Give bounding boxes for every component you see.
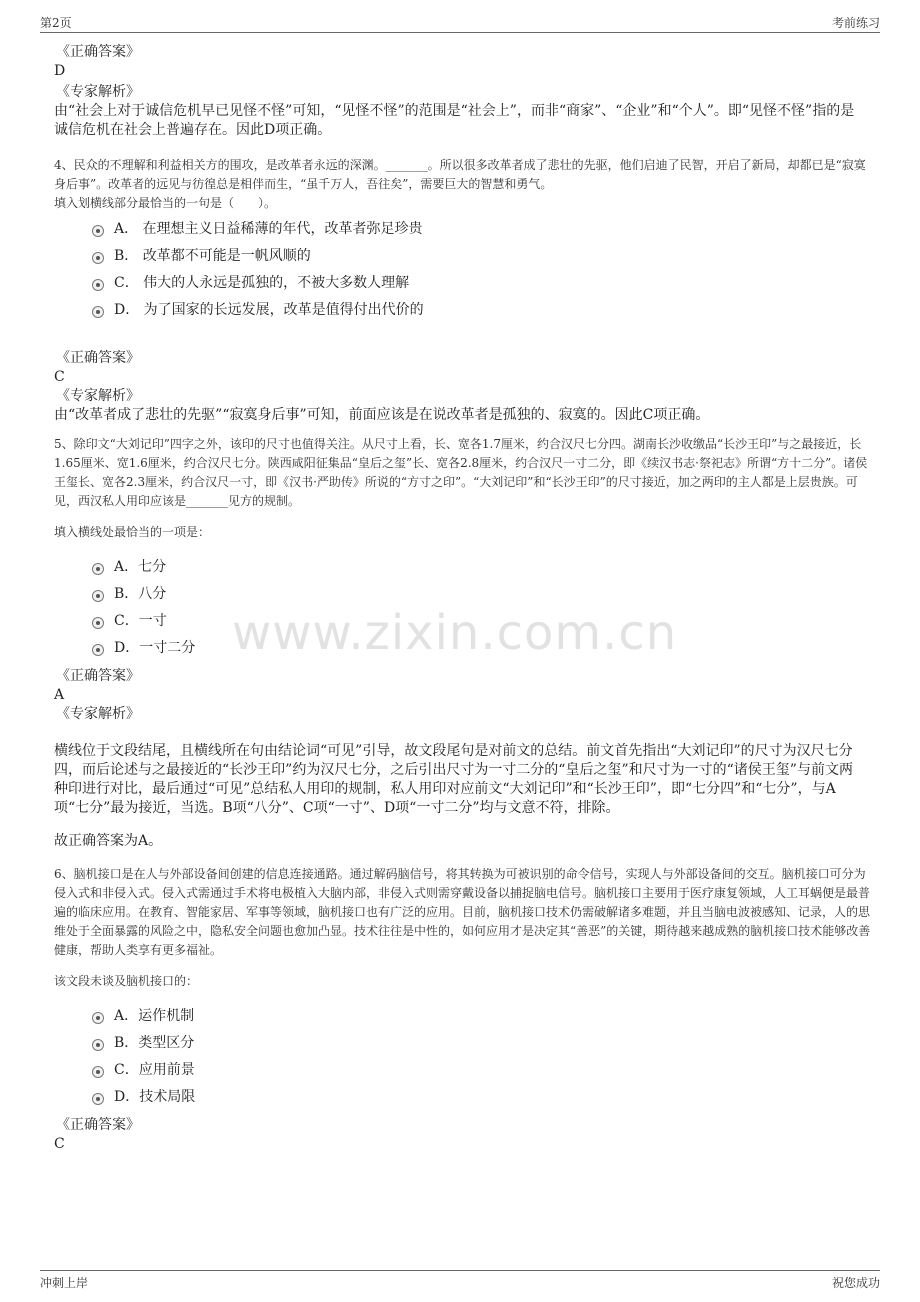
radio-icon[interactable] — [92, 563, 104, 575]
analysis-conclusion: 故正确答案为A。 — [54, 833, 163, 849]
question-5-prompt: 填入横线处最恰当的一项是： — [54, 525, 211, 539]
option-label: C．应用前景 — [114, 1062, 195, 1078]
option-label: C． 伟大的人永远是孤独的，不被大多数人理解 — [114, 275, 410, 291]
analysis-text: 由“社会上对于诚信危机早已见怪不怪”可知，“见怪不怪”的范围是“社会上”，而非“商家”、“企业”和“个人”。即“见怪不怪”指的是诚信危机在社会上普遍存在。因此D项正确。 — [54, 103, 855, 138]
question-4-prompt: 填入划横线部分最恰当的一句是（ ）。 — [54, 196, 277, 210]
option-c[interactable] — [92, 270, 872, 297]
radio-icon[interactable] — [92, 306, 104, 318]
answer-value: C — [54, 1136, 65, 1152]
option-label: B．类型区分 — [114, 1035, 195, 1051]
option-d[interactable] — [92, 297, 872, 324]
option-a[interactable] — [92, 216, 872, 243]
page-header — [40, 14, 880, 33]
question-6-prompt: 该文段未谈及脑机接口的： — [54, 974, 199, 988]
radio-icon[interactable] — [92, 279, 104, 291]
option-label: B． 改革都不可能是一帆风顺的 — [114, 248, 311, 264]
answer-value: A — [54, 687, 65, 703]
answer-label: 《正确答案》 — [56, 668, 140, 684]
answer-value: C — [54, 369, 65, 385]
option-d[interactable] — [92, 1084, 872, 1111]
radio-icon[interactable] — [92, 1039, 104, 1051]
answer-label: 《正确答案》 — [56, 350, 140, 366]
question-6-options — [92, 1003, 872, 1111]
option-label: A．运作机制 — [114, 1008, 195, 1024]
answer-label: 《正确答案》 — [56, 44, 140, 60]
header-title: 考前练习 — [831, 16, 880, 30]
question-6-text: 6、脑机接口是在人与外部设备间创建的信息连接通路。通过解码脑信号，将其转换为可被识别的命令信号，实现人与外部设备间的交互。脑机接口可分为侵入式和非侵入式。侵入式需通过手术将电极植入大脑内部，非侵入式则需穿戴设备以捕捉脑电信号。脑机接口主要用于医疗康复领域，人工耳蜗便是最普遍的临床应用。在教育、智能家居、军事等领域，脑机接口也有广泛的应用。目前，脑机接口技术仍需破解诸多难题，并且当脑电波被感知、记录，人的思维处于全面暴露的风险之中，隐私安全问题也愈加凸显。技术往往是中性的，如何应用才是决定其“善恶”的关键，期待越来越成熟的脑机接口技术能够改善健康，帮助人类享有更多福祉。 — [54, 867, 871, 957]
analysis-text: 横线位于文段结尾，且横线所在句由结论词“可见”引导，故文段尾句是对前文的总结。前文首先指出“大刘记印”的尺寸为汉尺七分四，而后论述与之最接近的“长沙王印”约为汉尺七分，之后引出尺寸为一寸二分的“皇后之玺”和尺寸为一寸的“诸侯王玺”与前文两种印进行对比，最后通过“可见”总结私人用印的规制，私人用印对应前文“大刘记印”和“长沙王印”，即“七分四”和“七分”，与A项“七分”最为接近，当选。B项“八分”、C项“一寸”、D项“一寸二分”均与文意不符，排除。 — [54, 743, 853, 816]
question-4-options — [92, 216, 872, 324]
analysis-label: 《专家解析》 — [56, 706, 140, 722]
watermark: www.zixin.com.cn — [232, 605, 678, 661]
page-number: 第2页 — [40, 16, 72, 30]
option-b[interactable] — [92, 581, 872, 608]
option-label: A．七分 — [114, 559, 167, 575]
option-label: A． 在理想主义日益稀薄的年代，改革者弥足珍贵 — [114, 221, 423, 237]
answer-label: 《正确答案》 — [56, 1117, 140, 1133]
option-c[interactable] — [92, 1057, 872, 1084]
option-label: D．技术局限 — [114, 1089, 196, 1105]
radio-icon[interactable] — [92, 590, 104, 602]
question-5-text: 5、除印文“大刘记印”四字之外，该印的尺寸也值得关注。从尺寸上看，长、宽各1.7厘米，约合汉尺七分四。湖南长沙收缴品“长沙王印”与之最接近，长1.65厘米、宽1.6厘米，约合汉尺七分。陕西咸阳征集品“皇后之玺”长、宽各2.8厘米，约合汉尺一寸二分，即《续汉书志·祭祀志》所谓“方十二分”。诸侯王玺长、宽各2.3厘米，约合汉尺一寸，即《汉书·严助传》所说的“方寸之印”。“大刘记印”和“长沙王印”的尺寸接近，加之两印的主人都是上层贵族。可见，西汉私人用印应该是_______见方的规制。 — [54, 437, 868, 508]
option-label: D．一寸二分 — [114, 640, 196, 656]
option-c[interactable] — [92, 608, 872, 635]
option-b[interactable] — [92, 243, 872, 270]
option-label: C．一寸 — [114, 613, 167, 629]
radio-icon[interactable] — [92, 617, 104, 629]
document-body — [54, 42, 872, 1153]
analysis-text: 由“改革者成了悲壮的先驱”“寂寞身后事”可知，前面应该是在说改革者是孤独的、寂寞的。因此C项正确。 — [54, 407, 710, 423]
option-a[interactable] — [92, 1003, 872, 1030]
question-4-text: 4、民众的不理解和利益相关方的围攻，是改革者永远的深渊。_______。所以很多改革者成了悲壮的先驱，他们启迪了民智，开启了新局，却都已是“寂寞身后事”。改革者的远见与彷徨总是相伴而生，“虽千万人，吾往矣”，需要巨大的智慧和勇气。 — [54, 158, 866, 191]
question-5-options — [92, 554, 872, 662]
analysis-label: 《专家解析》 — [56, 388, 140, 404]
radio-icon[interactable] — [92, 1012, 104, 1024]
footer-right: 祝您成功 — [831, 1276, 880, 1290]
option-b[interactable] — [92, 1030, 872, 1057]
radio-icon[interactable] — [92, 225, 104, 237]
option-d[interactable] — [92, 635, 872, 662]
analysis-label: 《专家解析》 — [56, 84, 140, 100]
option-label: D． 为了国家的长远发展，改革是值得付出代价的 — [114, 302, 424, 318]
radio-icon[interactable] — [92, 1093, 104, 1105]
option-label: B．八分 — [114, 586, 167, 602]
answer-value: D — [54, 63, 66, 79]
radio-icon[interactable] — [92, 1066, 104, 1078]
radio-icon[interactable] — [92, 644, 104, 656]
footer-left: 冲刺上岸 — [40, 1276, 89, 1290]
page-footer — [40, 1270, 880, 1291]
radio-icon[interactable] — [92, 252, 104, 264]
option-a[interactable] — [92, 554, 872, 581]
